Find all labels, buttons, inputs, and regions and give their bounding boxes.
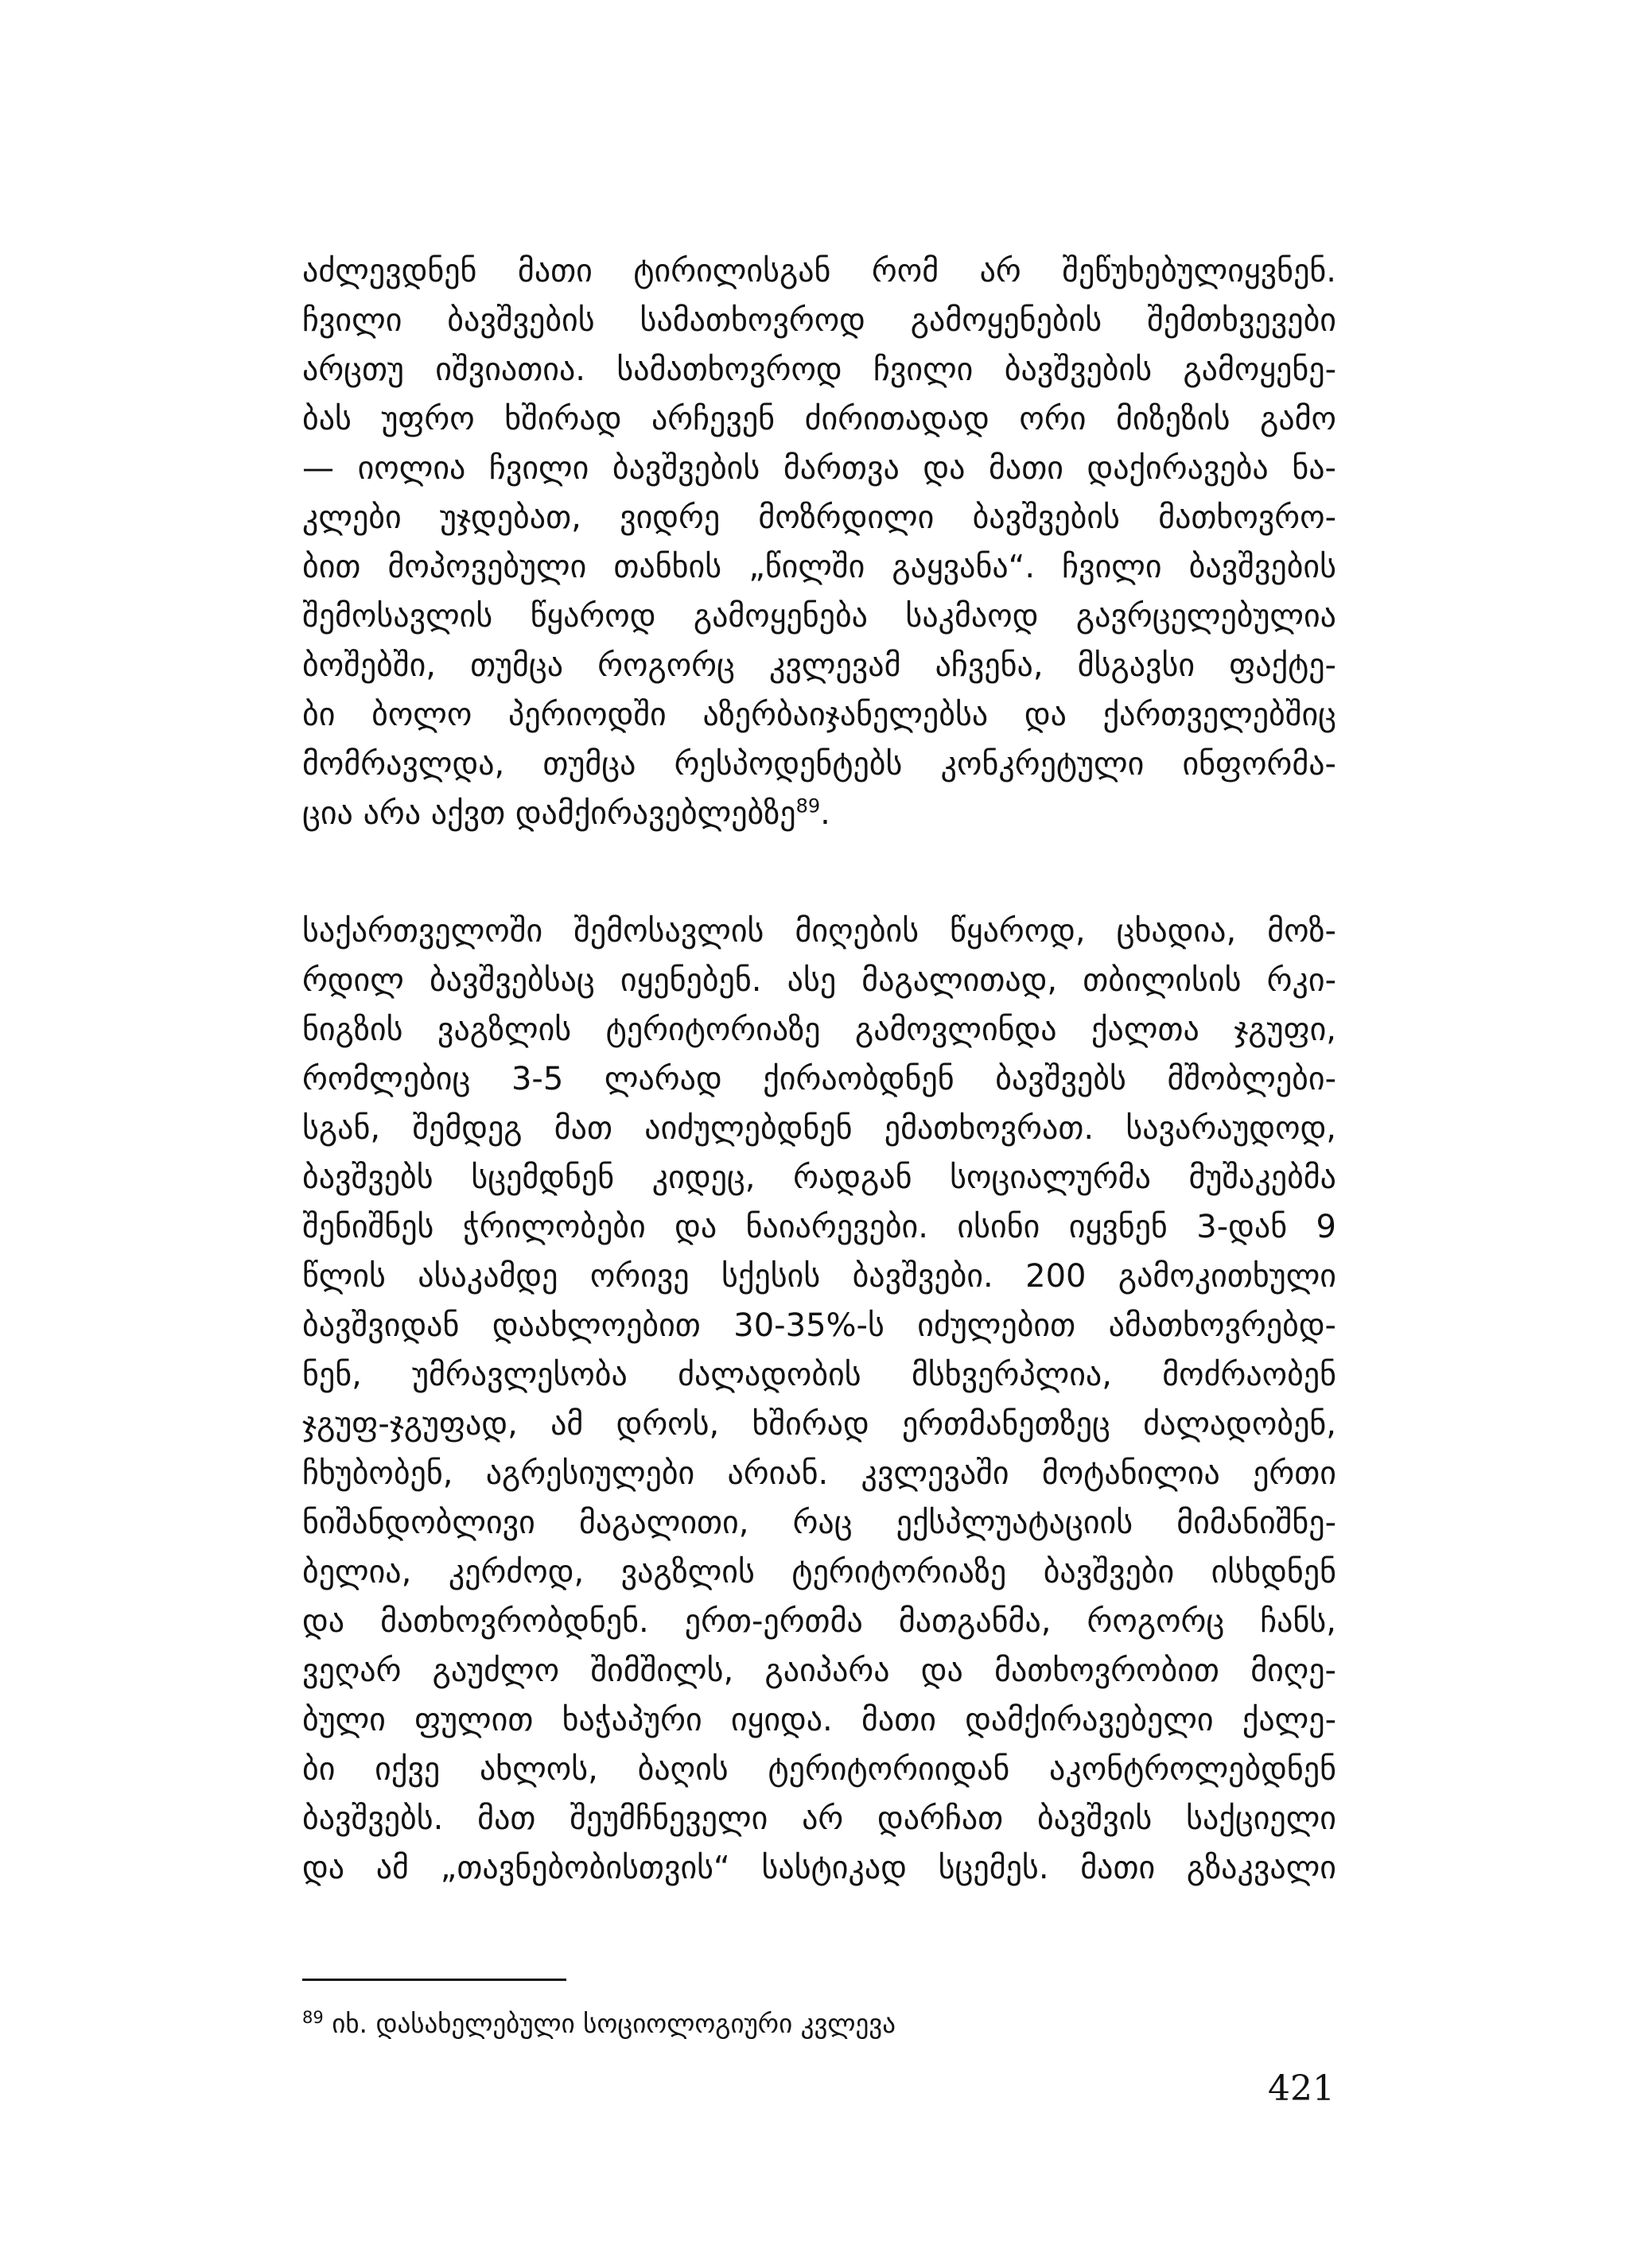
text-line: საქართველოში შემოსავლის მიღების წყაროდ, ცხადია, მოზ- <box>302 913 1336 950</box>
page-number: 421 <box>1268 2068 1335 2109</box>
text-line: და მათხოვრობდნენ. ერთ-ერთმა მათგანმა, როგორც ჩანს, <box>302 1603 1336 1640</box>
paragraph-2 <box>302 907 1336 1893</box>
text-line-content: ცია არა აქვთ დამქირავებლებზე <box>302 795 796 832</box>
text-line: ბოშებში, თუმცა როგორც კვლევამ აჩვენა, მსგავსი ფაქტე- <box>302 647 1336 684</box>
text-line: ბავშვებს სცემდნენ კიდეც, რადგან სოციალურმა მუშაკებმა <box>302 1159 1336 1196</box>
text-line: აძლევდნენ მათი ტირილისგან რომ არ შეწუხებულიყვნენ. <box>302 253 1336 289</box>
text-line: არცთუ იშვიათია. სამათხოვროდ ჩვილი ბავშვების გამოყენე- <box>302 351 1336 388</box>
text-line: ჯგუფ-ჯგუფად, ამ დროს, ხშირად ერთმანეთზეც ძალადობენ, <box>302 1406 1336 1443</box>
footnote-divider <box>302 1979 566 1981</box>
text-line: ვეღარ გაუძლო შიმშილს, გაიპარა და მათხოვრობით მიღე- <box>302 1652 1336 1689</box>
text-line: ბი ბოლო პერიოდში აზერბაიჯანელებსა და ქართველებშიც <box>302 697 1336 733</box>
text-line: ბას უფრო ხშირად არჩევენ ძირითადად ორი მიზეზის გამო <box>302 401 1336 437</box>
text-line: ჩვილი ბავშვების სამათხოვროდ გამოყენების შემთხვევები <box>302 302 1336 339</box>
text-line: ბავშვიდან დაახლოებით 30-35%-ს იძულებით ამათხოვრებდ- <box>302 1307 1336 1344</box>
text-line: — იოლია ჩვილი ბავშვების მართვა და მათი დაქირავება ნა- <box>302 450 1336 487</box>
text-line: კლები უჯდებათ, ვიდრე მოზრდილი ბავშვების მათხოვრო- <box>302 499 1336 536</box>
text-line: მომრავლდა, თუმცა რესპოდენტებს კონკრეტული ინფორმა- <box>302 746 1336 783</box>
footnote-text: იხ. დასახელებული სოციოლოგიური კვლევა <box>332 2008 896 2039</box>
text-line: ბი იქვე ახლოს, ბაღის ტერიტორიიდან აკონტროლებდნენ <box>302 1751 1336 1788</box>
text-line-last: ცია არა აქვთ დამქირავებლებზე$^{89}$. <box>302 794 830 832</box>
text-line: რომლებიც 3-5 ლარად ქირაობდნენ ბავშვებს მშობლები- <box>302 1061 1336 1097</box>
text-line: რდილ ბავშვებსაც იყენებენ. ასე მაგალითად, თბილისის რკი- <box>302 962 1336 999</box>
text-line: წლის ასაკამდე ორივე სქესის ბავშვები. 200 გამოკითხული <box>302 1258 1336 1295</box>
text-line: ნიგზის ვაგზლის ტერიტორიაზე გამოვლინდა ქალთა ჯგუფი, <box>302 1012 1336 1048</box>
footnote <box>302 2005 896 2043</box>
text-line: ბით მოპოვებული თანხის „წილში გაყვანა“. ჩვილი ბავშვების <box>302 549 1336 585</box>
text-line: შემოსავლის წყაროდ გამოყენება საკმაოდ გავრცელებულია <box>302 598 1336 635</box>
text-line: ნიშანდობლივი მაგალითი, რაც ექსპლუატაციის მიმანიშნე- <box>302 1505 1336 1541</box>
footnote-number: 89 <box>302 2008 324 2027</box>
text-line: სგან, შემდეგ მათ აიძულებდნენ ემათხოვრათ. სავარაუდოდ, <box>302 1110 1336 1147</box>
paragraph-1 <box>302 247 1336 838</box>
text-line: ბავშვებს. მათ შეუმჩნეველი არ დარჩათ ბავშვის საქციელი <box>302 1800 1336 1837</box>
text-line: ბელია, კერძოდ, ვაგზლის ტერიტორიაზე ბავშვები ისხდნენ <box>302 1554 1336 1590</box>
text-line: ნენ, უმრავლესობა ძალადობის მსხვერპლია, მოძრაობენ <box>302 1357 1336 1393</box>
text-line: და ამ „თავნებობისთვის“ სასტიკად სცემეს. მათი გზაკვალი <box>302 1850 1336 1886</box>
text-line: შენიშნეს ჭრილობები და ნაიარევები. ისინი იყვნენ 3-დან 9 <box>302 1209 1336 1245</box>
footnote-reference[interactable]: 89 <box>795 794 821 817</box>
text-line: ბული ფულით ხაჭაპური იყიდა. მათი დამქირავებელი ქალე- <box>302 1702 1336 1738</box>
text-line: ჩხუბობენ, აგრესიულები არიან. კვლევაში მოტანილია ერთი <box>302 1455 1336 1492</box>
